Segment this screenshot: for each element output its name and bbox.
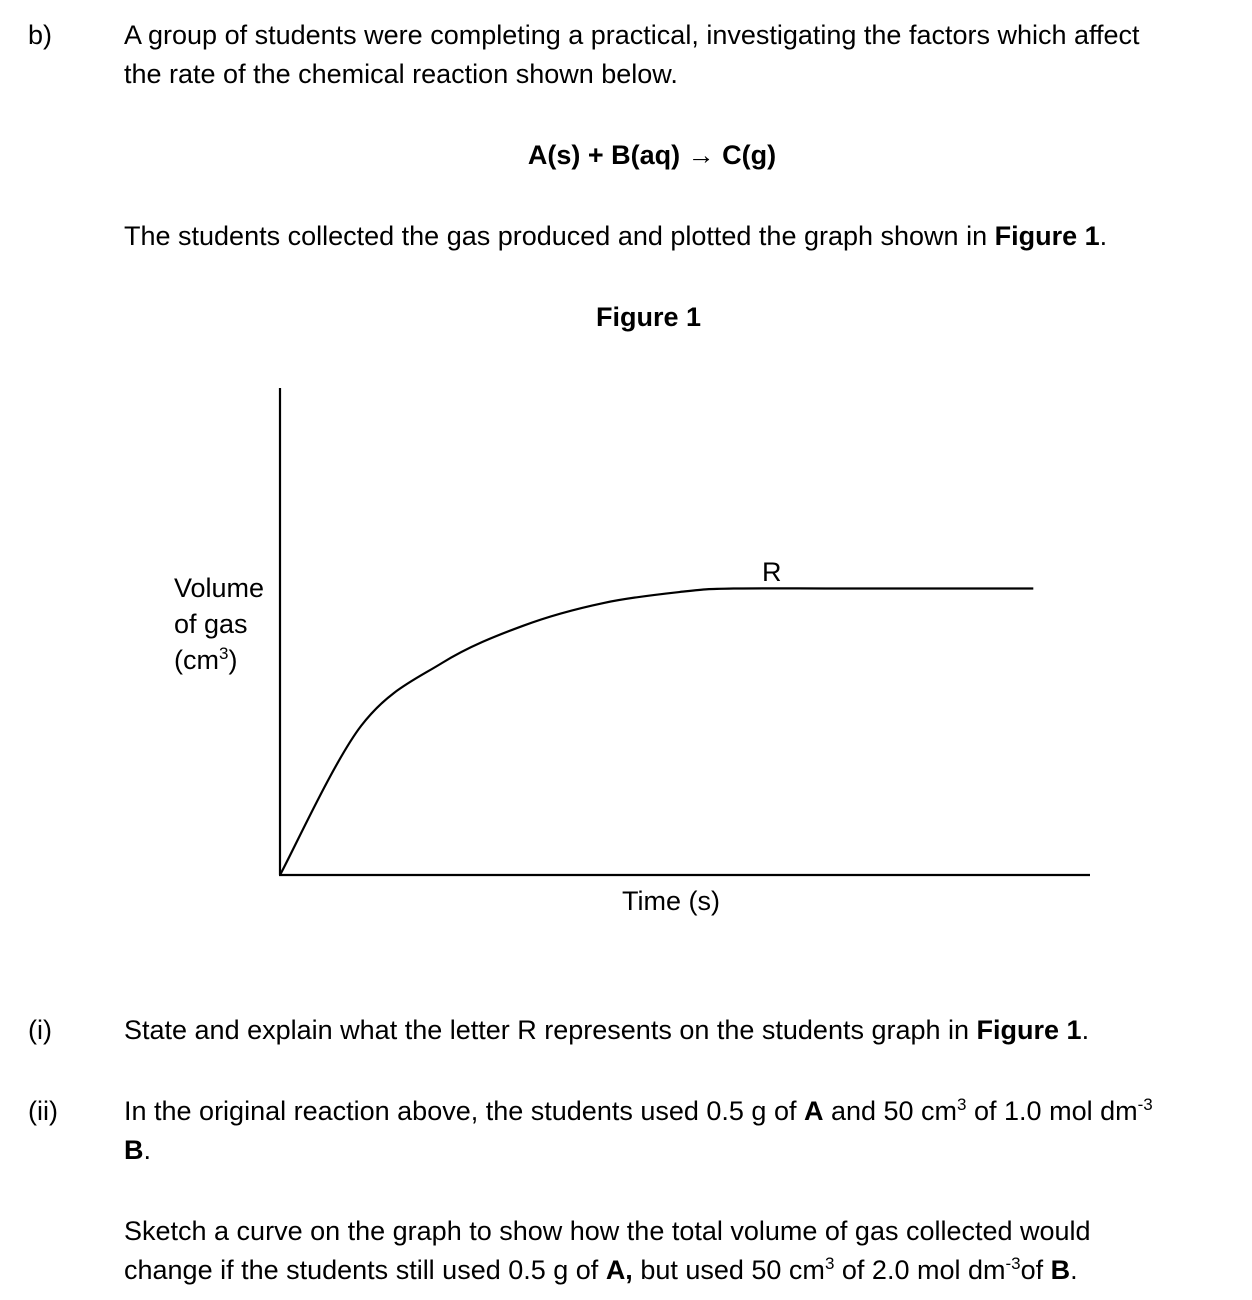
- part-ii-line-4: change if the students still used 0.5 g of A, but used 50 $cm^3$ of 2.0 mol $dm^{-3}of$ B.: [124, 1254, 1078, 1285]
- figure-reference: Figure 1: [994, 221, 1100, 251]
- graph-intro: The students collected the gas produced and plotted the graph shown in Figure 1.: [124, 221, 1108, 251]
- part-i-text: State and explain what the letter R represents on the students graph in Figure 1.: [124, 1015, 1090, 1045]
- part-ii-label: (ii): [28, 1096, 58, 1126]
- y-axis-label-line-3: $(cm^3)$: [174, 644, 238, 675]
- part-label: b): [28, 20, 53, 50]
- x-axis-label: Time (s): [622, 886, 720, 916]
- y-axis-label-line-1: Volume: [174, 573, 265, 603]
- part-ii-line-2: B.: [124, 1135, 152, 1165]
- part-i-label: (i): [28, 1015, 52, 1045]
- reaction-equation: A(s) + B(aq) → C(g): [527, 140, 777, 170]
- y-axis-label-line-2: of gas: [174, 609, 248, 639]
- point-r-label: R: [762, 557, 782, 587]
- part-ii-line-1: In the original reaction above, the students used 0.5 g of A and 50 $cm^3$ of 1.0 mol $dm^{-3}$: [124, 1095, 1153, 1126]
- intro-line-1: A group of students were completing a practical, investigating the factors which affect: [124, 20, 1140, 50]
- part-ii-line-3: Sketch a curve on the graph to show how the total volume of gas collected would: [124, 1216, 1091, 1246]
- figure-title: Figure 1: [596, 302, 702, 332]
- intro-line-2: the rate of the chemical reaction shown below.: [124, 59, 678, 89]
- volume-curve: [280, 588, 1033, 875]
